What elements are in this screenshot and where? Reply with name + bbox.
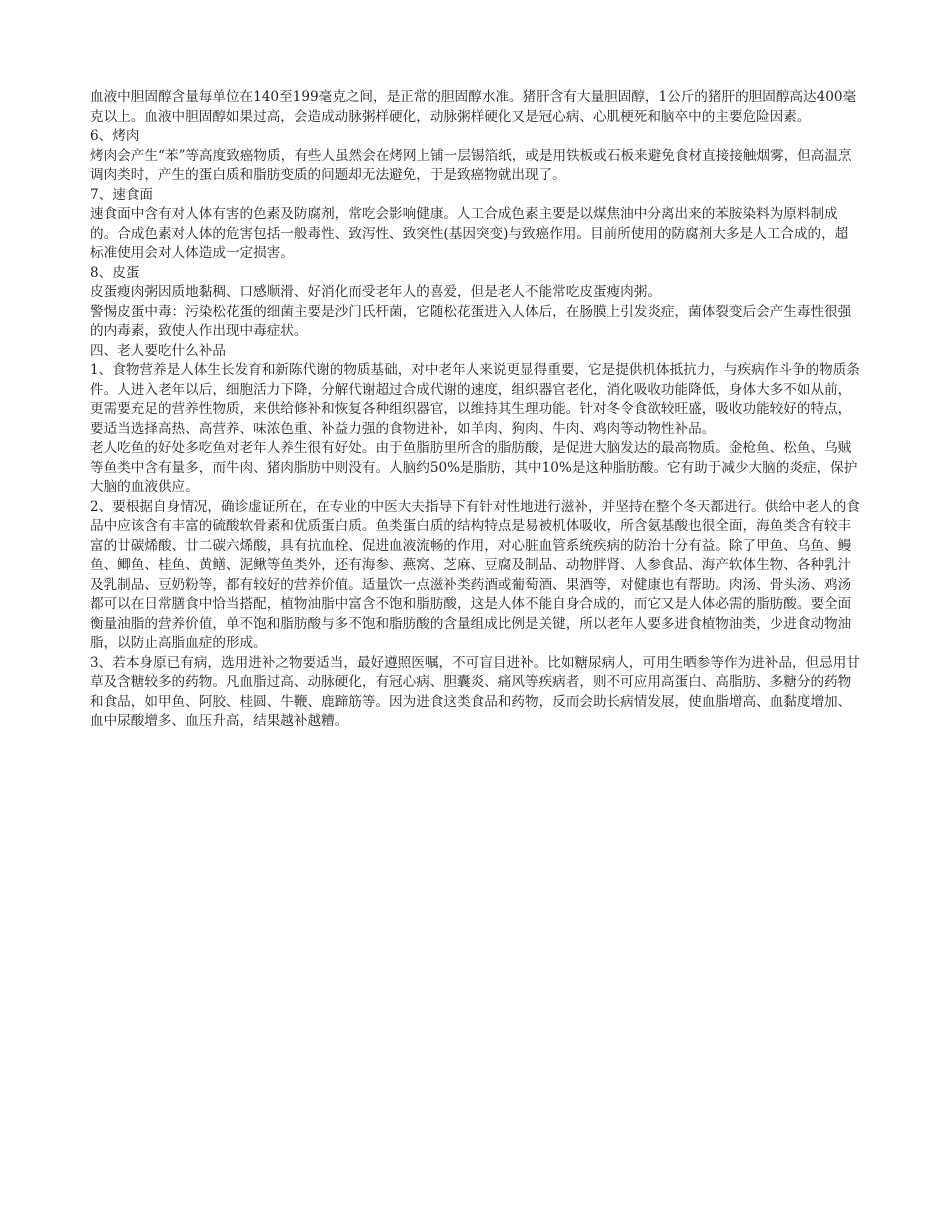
paragraph-preserved-egg: 皮蛋瘦肉粥因质地黏稠、口感顺滑、好消化而受老年人的喜爱，但是老人不能常吃皮蛋瘦肉粥。 (90, 284, 661, 300)
paragraph-supplement-2: 2、要根据自身情况，确诊虚证所在，在专业的中医大夫指导下有针对性地进行滋补，并坚持在整个冬天都进行。供给中老人的食品中应该含有丰富的硫酸软骨素和优质蛋白质。鱼类蛋白质的结构特点是易被机体吸收，所含氨基酸也很全面，海鱼类含有较丰富的廿碳烯酸、廿二碳六烯酸，具有抗血栓、促进血液流畅的作用，对心脏血管系统疾病的防治十分有益。除了甲鱼、乌鱼、鳗鱼、鲫鱼、桂鱼、黄鳝、泥鳅等鱼类外，还有海参、燕窝、芝麻、豆腐及制品、动物胖肾、人参食品、海产软体生物、各种乳汁及乳制品、豆奶粉等，都有较好的营养价值。适量饮一点滋补类药酒或葡萄酒、果酒等，对健康也有帮助。肉汤、骨头汤、鸡汤都可以在日常膳食中恰当搭配，植物油脂中富含不饱和脂肪酸，这是人体不能自身合成的，而它又是人体必需的脂肪酸。要全面衡量油脂的营养价值，单不饱和脂肪酸与多不饱和脂肪酸的含量组成比例是关键，所以老年人要多进食植物油类，少进食动物油脂，以防止高脂血症的形成。 (90, 498, 860, 651)
heading-bbq: 6、烤肉 (90, 128, 140, 144)
paragraph-supplement-1: 1、食物营养是人体生长发育和新陈代谢的物质基础，对中老年人来说更显得重要，它是提供机体抵抗力，与疾病作斗争的物质条件。人进入老年以后，细胞活力下降，分解代谢超过合成代谢的速度，组织器官老化，消化吸收功能降低，身体大多不如从前，更需要充足的营养性物质，来供给修补和恢复各种组织器官，以维持其生理功能。针对冬令食欲较旺盛，吸收功能较好的特点，要适当选择高热、高营养、味浓色重、补益力强的食物进补，如羊肉、狗肉、牛肉、鸡肉等动物性补品。 (90, 362, 860, 437)
heading-instant-noodles: 7、速食面 (90, 186, 154, 203)
heading-supplements: 四、老人要吃什么补品 (90, 342, 226, 359)
paragraph-supplement-3: 3、若本身原已有病，选用进补之物要适当，最好遵照医嘱，不可盲目进补。比如糖尿病人，可用生晒参等作为进补品，但忌用甘草及含糖较多的药物。凡血脂过高、动脉硬化，有冠心病、胆囊炎、痛风等疾病者，则不可应用高蛋白、高脂肪、多糖分的药物和食品，如甲鱼、阿胶、桂圆、牛鞭、鹿蹄筋等。因为进食这类食品和药物，反而会助长病情发展，使血脂增高、血黏度增加、血中尿酸增多、血压升高，结果越补越糟。 (90, 654, 860, 729)
paragraph-egg-poisoning: 警惕皮蛋中毒：污染松花蛋的细菌主要是沙门氏杆菌，它随松花蛋进入人体后，在肠膜上引发炎症，菌体裂变后会产生毒性很强的内毒素，致使人作出现中毒症状。 (90, 303, 852, 339)
heading-preserved-egg: 8、皮蛋 (90, 264, 140, 281)
paragraph-instant-noodles: 速食面中含有对人体有害的色素及防腐剂，常吃会影响健康。人工合成色素主要是以煤焦油中分离出来的苯胺染料为原料制成的。合成色素对人体的危害包括一般毒性、致泻性、致突性(基因突变)与致癌作用。目前所使用的防腐剂大多是人工合成的，超标准使用会对人体造成一定损害。 (90, 206, 849, 261)
paragraph-cholesterol: 血液中胆固醇含量每单位在140至199毫克之间，是正常的胆固醇水准。猪肝含有大量胆固醇，1公斤的猪肝的胆固醇高达400毫克以上。血液中胆固醇如果过高，会造成动脉粥样硬化，动脉粥样硬化又是冠心病、心肌梗死和脑卒中的主要危险因素。 (90, 89, 857, 125)
paragraph-bbq: 烤肉会产生“苯”等高度致癌物质，有些人虽然会在烤网上铺一层锡箔纸，或是用铁板或石板来避免食材直接接触烟雾，但高温烹调肉类时，产生的蛋白质和脂肪变质的问题却无法避免，于是致癌物就出现了。 (90, 147, 852, 183)
paragraph-fish-benefits: 老人吃鱼的好处多吃鱼对老年人养生很有好处。由于鱼脂肪里所含的脂肪酸，是促进大脑发达的最高物质。金枪鱼、松鱼、乌贼等鱼类中含有量多，而牛肉、猪肉脂肪中则没有。人脑约50%是脂肪，其中10%是这种脂肪酸。它有助于减少大脑的炎症，保护大脑的血液供应。 (90, 440, 858, 495)
document-body (90, 88, 860, 732)
